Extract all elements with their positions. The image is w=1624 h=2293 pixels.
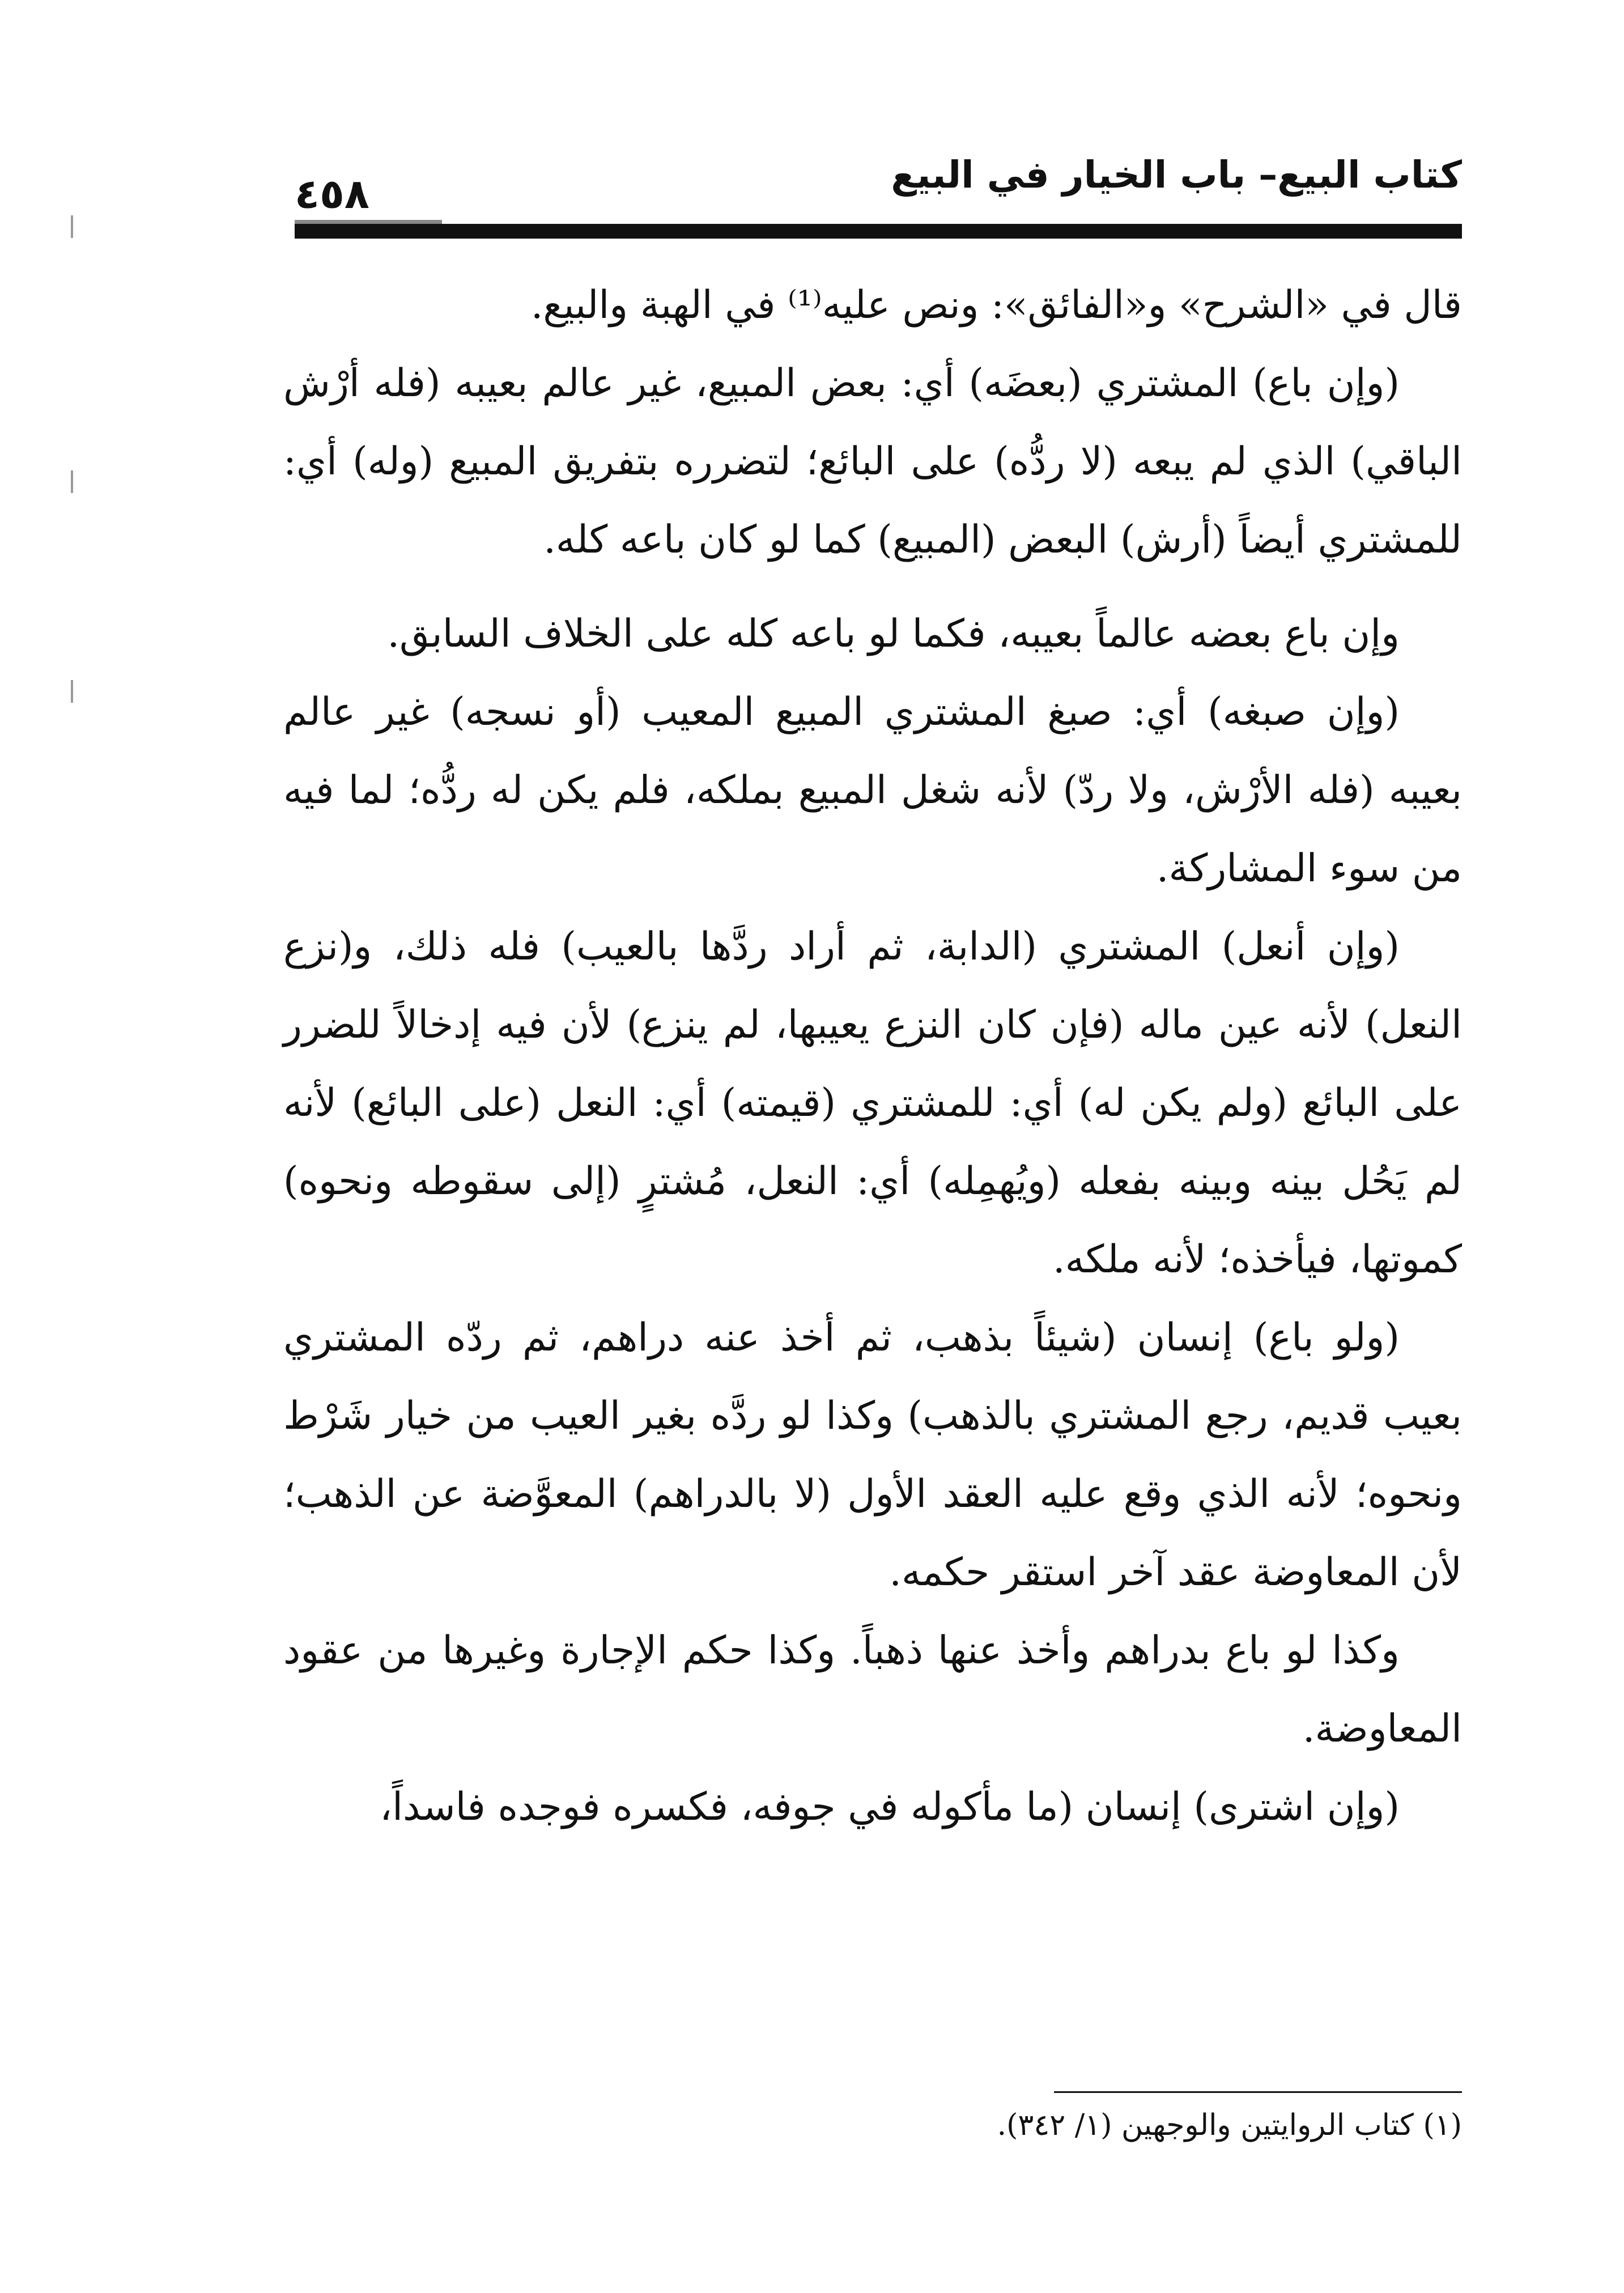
paragraph: (ولو باع) إنسان (شيئاً بذهب، ثم أخذ عنه دراهم، ثم ردّه المشتري بعيب قديم، رجع المشتري بالذهب) وكذا لو ردَّه بغير العيب من خيار شَرْط ونحوه؛ لأنه الذي وقع عليه العقد الأول (لا بالدراهم) المعوَّضة عن الذهب؛ لأن المعاوضة عقد آخر استقر حكمه. [283,1315,1462,1595]
scan-edge-mark [71,215,73,238]
body-text [283,266,1462,1846]
paragraph: (وإن صبغه) أي: صبغ المشتري المبيع المعيب (أو نسجه) غير عالم بعيبه (فله الأرْش، ولا ردّ) لأنه شغل المبيع بملكه، فلم يكن له ردُّه؛ لما فيه من سوء المشاركة. [283,690,1462,891]
paragraph: (وإن أنعل) المشتري (الدابة، ثم أراد ردَّها بالعيب) فله ذلك، و(نزع النعل) لأنه عين ماله (فإن كان النزع يعيبها، لم ينزع) لأن فيه إدخالاً للضرر على البائع (ولم يكن له) أي: للمشتري (قيمته) أي: النعل (على البائع) لأنه لم يَحُل بينه وبينه بفعله (ويُهمِله) أي: النعل، مُشترٍ (إلى سقوطه ونحوه) كموتها، فيأخذه؛ لأنه ملكه. [283,924,1462,1282]
paragraph: (وإن اشترى) إنسان (ما مأكوله في جوفه، فكسره فوجده فاسداً، [380,1785,1400,1829]
running-header [295,153,1462,232]
paragraph: وكذا لو باع بدراهم وأخذ عنها ذهباً. وكذا حكم الإجارة وغيرها من عقود المعاوضة. [283,1628,1462,1751]
paragraph: قال في «الشرح» و«الفائق»: ونص عليه⁽¹⁾ في الهبة والبيع. [530,283,1462,328]
header-rule [295,224,1462,239]
scan-edge-mark [71,470,73,493]
footnote-separator [1054,2091,1462,2093]
footnote: (١) كتاب الروايتين والوجهين (١/ ٣٤٢). [997,2108,1462,2142]
paragraph: (وإن باع) المشتري (بعضَه) أي: بعض المبيع، غير عالم بعيبه (فله أرْش الباقي) الذي لم يبعه (لا ردُّه) على البائع؛ لتضرره بتفريق المبيع (وله) أي: للمشتري أيضاً (أرش) البعض (المبيع) كما لو كان باعه كله. [283,361,1462,562]
chapter-title: كتاب البيع– باب الخيار في البيع [891,153,1462,197]
page-number: ٤٥٨ [295,170,369,218]
scan-edge-mark [71,680,73,703]
paragraph: وإن باع بعضه عالماً بعيبه، فكما لو باعه كله على الخلاف السابق. [387,612,1400,656]
